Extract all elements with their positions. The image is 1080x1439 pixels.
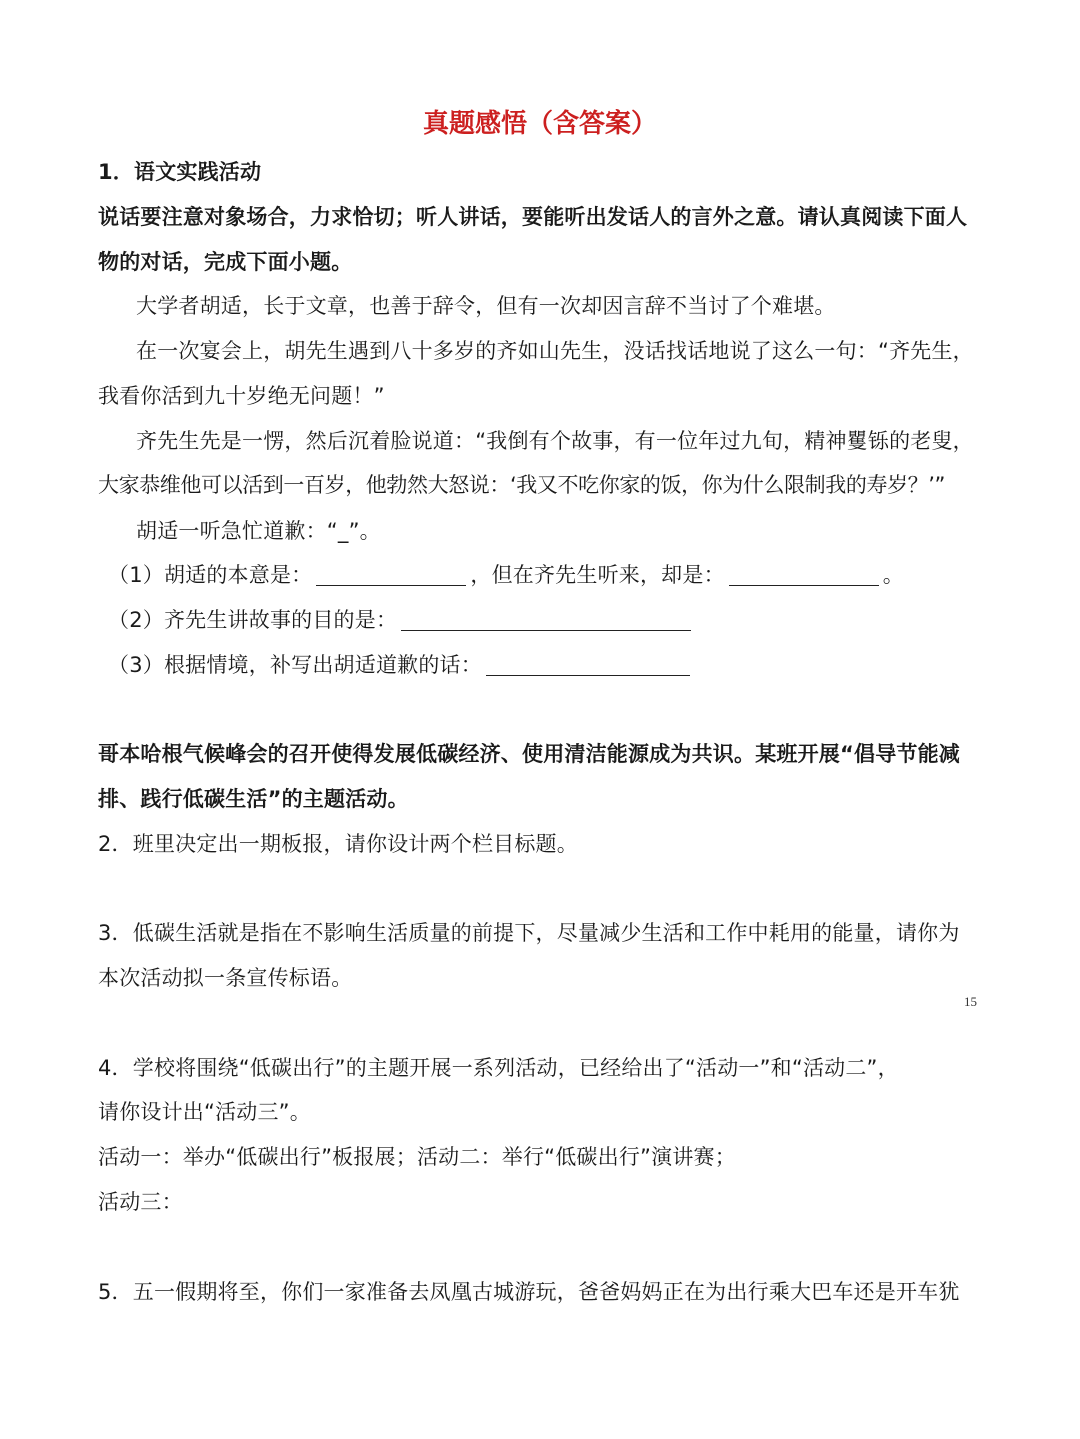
question-3	[108, 643, 982, 687]
passage-paragraph: 我看你活到九十岁绝无问题！”	[98, 384, 385, 408]
question-text: 本次活动拟一条宣传标语。	[98, 966, 353, 990]
question-text: （3）根据情境，补写出胡适道歉的话：	[108, 653, 482, 677]
question-text: 请你设计出“活动三”。	[98, 1100, 311, 1124]
question-text: 5．五一假期将至，你们一家准备去凤凰古城游玩，爸爸妈妈正在为出行乘大巴车还是开车犹	[98, 1280, 960, 1304]
passage-paragraph: 齐先生先是一愣，然后沉着脸说道：“我倒有个故事，有一位年过九旬，精神矍铄的老叟，	[136, 429, 974, 453]
question-text: 活动三：	[98, 1190, 183, 1214]
question-text: 3．低碳生活就是指在不影响生活质量的前提下，尽量减少生活和工作中耗用的能量，请你为	[98, 921, 960, 945]
section-intro: 哥本哈根气候峰会的召开使得发展低碳经济、使用清洁能源成为共识。某班开展“倡导节能减	[98, 742, 960, 766]
section-intro: 排、践行低碳生活”的主题活动。	[98, 787, 409, 811]
question-text: 。	[882, 563, 904, 587]
instruction-text: 说话要注意对象场合，力求恰切；听人讲话，要能听出发话人的言外之意。请认真阅读下面人	[98, 205, 968, 229]
section-heading: 1．语文实践活动	[98, 160, 262, 184]
passage-paragraph: 大家恭维他可以活到一百岁，他勃然大怒说：‘我又不吃你家的饭，你为什么限制我的寿岁？’”	[98, 473, 946, 497]
question-text: ，但在齐先生听来，却是：	[470, 563, 725, 587]
question-2	[108, 598, 982, 642]
instruction-text: 物的对话，完成下面小题。	[98, 250, 353, 274]
question-text: （1）胡适的本意是：	[108, 563, 313, 587]
question-text: 活动一：举办“低碳出行”板报展；活动二：举行“低碳出行”演讲赛；	[98, 1145, 736, 1169]
passage-paragraph: 在一次宴会上，胡先生遇到八十多岁的齐如山先生，没话找话地说了这么一句：“齐先生，	[136, 339, 974, 363]
passage-paragraph: 胡适一听急忙道歉：“_”。	[136, 519, 381, 543]
question-text: 4．学校将围绕“低碳出行”的主题开展一系列活动，已经给出了“活动一”和“活动二”，	[98, 1056, 899, 1080]
question-text: （2）齐先生讲故事的目的是：	[108, 608, 398, 632]
answer-blank[interactable]	[401, 604, 691, 631]
answer-blank[interactable]	[316, 559, 466, 586]
question-text: 2．班里决定出一期板报，请你设计两个栏目标题。	[98, 832, 578, 856]
answer-blank[interactable]	[729, 559, 879, 586]
page-title: 真题感悟（含答案）	[422, 109, 657, 139]
question-1	[108, 553, 982, 597]
passage-paragraph: 大学者胡适，长于文章，也善于辞令，但有一次却因言辞不当讨了个难堪。	[136, 294, 836, 318]
page-number: 15	[964, 994, 977, 1009]
answer-blank[interactable]	[486, 649, 690, 676]
